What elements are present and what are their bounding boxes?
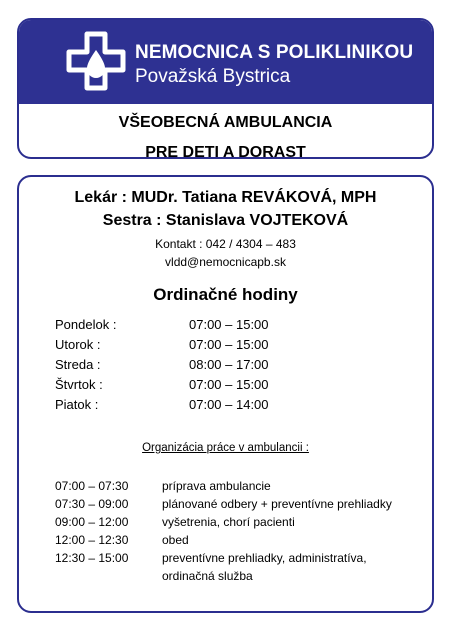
schedule-row: [55, 531, 425, 549]
schedule-time: 12:30 – 15:00: [55, 551, 129, 565]
schedule-row: [55, 549, 425, 585]
office-hours-title: Ordinačné hodiny: [153, 285, 298, 304]
work-schedule-list: [55, 477, 425, 585]
schedule-row: [55, 495, 425, 513]
hospital-city: Považská Bystrica: [135, 66, 291, 87]
info-card: [17, 175, 434, 613]
schedule-row: [55, 477, 425, 495]
schedule-activity: obed: [162, 533, 189, 547]
schedule-activity: vyšetrenia, chorí pacienti: [162, 515, 295, 529]
hours-day: Piatok :: [55, 397, 99, 412]
hospital-name: NEMOCNICA S POLIKLINIKOU: [135, 42, 414, 63]
nurse-name: Sestra : Stanislava VOJTEKOVÁ: [102, 212, 349, 229]
schedule-row: [55, 513, 425, 531]
hours-day: Pondelok :: [55, 317, 117, 332]
hours-row: [55, 357, 395, 377]
hours-row: [55, 397, 395, 417]
office-hours-table: [55, 317, 395, 417]
schedule-time: 07:30 – 09:00: [55, 497, 129, 511]
hours-time: 07:00 – 15:00: [189, 337, 269, 352]
hours-day: Streda :: [55, 357, 101, 372]
work-organization-title: Organizácia práce v ambulancii :: [142, 442, 309, 454]
department-title-line1: VŠEOBECNÁ AMBULANCIA: [118, 114, 333, 131]
schedule-time: 07:00 – 07:30: [55, 479, 129, 493]
hours-time: 07:00 – 15:00: [189, 377, 269, 392]
header-card: [17, 18, 434, 159]
hours-time: 07:00 – 14:00: [189, 397, 269, 412]
hours-day: Utorok :: [55, 337, 101, 352]
contact-email[interactable]: vldd@nemocnicapb.sk: [165, 255, 286, 269]
hours-row: [55, 377, 395, 397]
hospital-cross-logo-icon: [65, 30, 127, 94]
hours-row: [55, 337, 395, 357]
hours-day: Štvrtok :: [55, 377, 103, 392]
hours-time: 08:00 – 17:00: [189, 357, 269, 372]
schedule-time: 09:00 – 12:00: [55, 515, 129, 529]
schedule-time: 12:00 – 12:30: [55, 533, 129, 547]
contact-phone: Kontakt : 042 / 4304 – 483: [155, 237, 296, 251]
doctor-name: Lekár : MUDr. Tatiana REVÁKOVÁ, MPH: [74, 189, 377, 206]
hours-time: 07:00 – 15:00: [189, 317, 269, 332]
schedule-activity: príprava ambulancie: [162, 479, 271, 493]
schedule-activity: plánované odbery + preventívne prehliadky: [162, 497, 392, 511]
hours-row: [55, 317, 395, 337]
hospital-banner: [19, 20, 432, 104]
department-title-line2: PRE DETI A DORAST: [145, 144, 306, 159]
schedule-activity: preventívne prehliadky, administratíva, ordinačná služba: [162, 551, 367, 583]
